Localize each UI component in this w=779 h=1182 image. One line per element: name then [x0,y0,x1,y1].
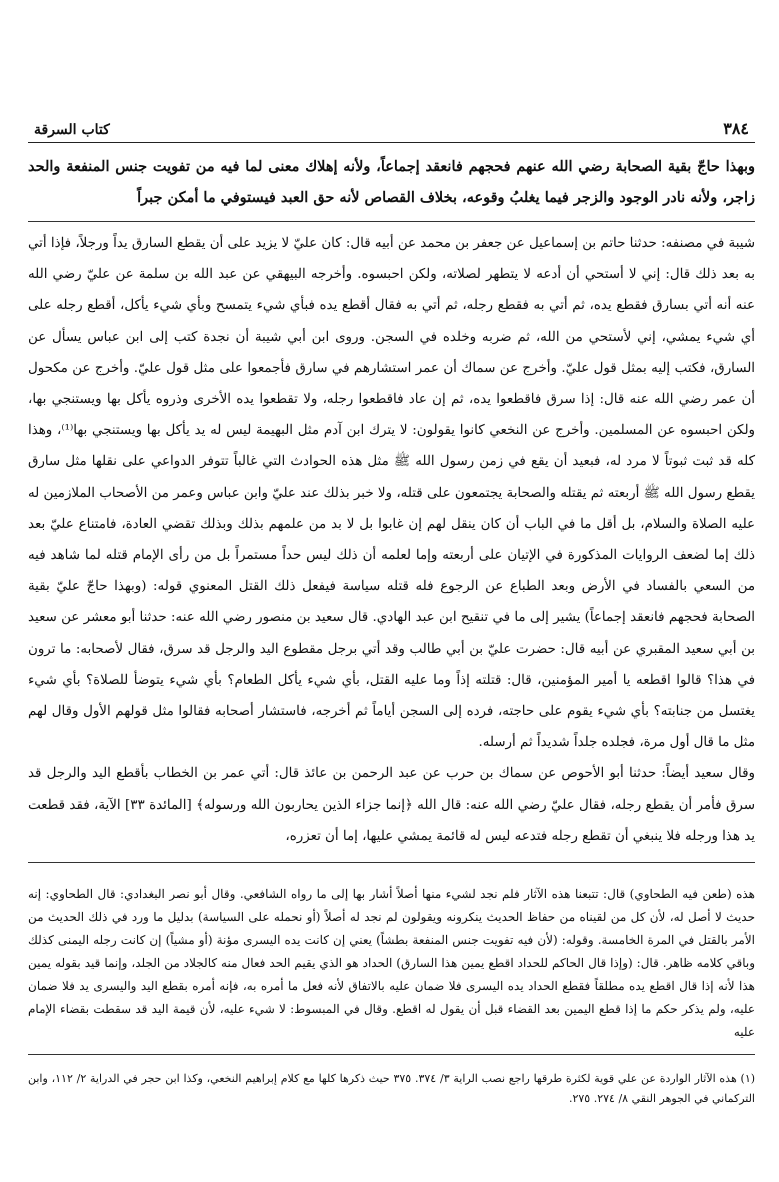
footnote-divider [28,1054,755,1055]
gloss-divider [28,862,755,863]
main-text [28,151,755,213]
main-paragraph: وبهذا حاجّ بقية الصحابة رضي الله عنهم فحجهم فانعقد إجماعاً، ولأنه إهلاك معنى لما فيه من تفويت جنس المنفعة والحد زاجر، ولأنه نادر الوجود والزجر فيما يغلبُ وقوعه، بخلاف القصاص لأنه حق العبد فيستوفي ما أمكن جبراً [28,158,755,206]
commentary-paragraph: وقال سعيد أيضاً: حدثنا أبو الأحوص عن سماك بن حرب عن عبد الرحمن بن عائذ قال: أتي عمر بن الخطاب بأقطع اليد والرجل قد سرق فأمر أن يقطع رجله، فقال عليّ رضي الله عنه: قال الله ﴿إنما جزاء الذين يحاربون الله ورسوله﴾ [المائدة ٣٣] الآية، فقد قطعت يد هذا ورجله فلا ينبغي أن تقطع رجله فتدعه ليس له قائمة يمشي عليها، إما أن تعزره، [28,766,756,844]
gloss-paragraph: هذه (طعن فيه الطحاوي) قال: تتبعنا هذه الآثار فلم نجد لشيء منها أصلاً أشار بها إلى ما رواه الشافعي. وقال أبو نصر البغدادي: قال الطحاوي: إنه حديث لا أصل له، لأن كل من لقيناه من حفاظ الحديث ينكرونه ويقولون لم نجد له أصلاً (أو نحمله على السياسة) بدليل ما ورد في ذلك الحديث من الأمر بالقتل في المرة الخامسة. وقوله: (لأن فيه تفويت جنس المنفعة بطشاً) يعني إن كانت يده اليسرى مؤنة (أو مشياً) إن كانت رجله اليمنى كذلك وباقي كلامه ظاهر. قال: (وإذا قال الحاكم للحداد اقطع يمين هذا السارق) الحداد هو الذي يقيم الحد فعال منه كالجلاد من الجلد، وإنما قيد بقوله يمين هذا لأنه إذا قال اقطع يده مطلقاً فقطع الحداد يده اليسرى فلا ضمان عليه بالاتفاق لأنه فعل ما أمره به، فإنه أمره بقطع اليد واليسرى يد فلا ضمان عليه، ولم يذكر حكم ما إذا قطع اليمين بعد القضاء قبل أن يقول له اقطع. وقال في المبسوط: لا شيء عليه، لأن قيمة اليد قد سقطت بقضاء الإمام عليه [28,887,755,1040]
commentary-paragraph: شيبة في مصنفه: حدثنا حاتم بن إسماعيل عن جعفر بن محمد عن أبيه قال: كان عليّ لا يزيد على أن يقطع السارق يداً ورجلاً، فإذا أتي به بعد ذلك قال: إني لا أستحي أن أدعه لا يتطهر لصلاته، ولكن احبسوه. وأخرجه البيهقي عن عبد الله بن سلمة عن عليّ رضي الله عنه أنه أتي بسارق فقطع يده، ثم أتي به فقطع رجله، ثم أتي به فقال أقطع يده فبأي شيء يتمسح وبأي شيء يأكل، أقطع رجله على أي شيء يمشي، إني لأستحي من الله، ثم ضربه وخلده في السجن. وروى ابن أبي شيبة أن نجدة كتب إلى ابن عباس يسأل عن السارق، فكتب إليه بمثل قول عليّ. وأخرج عن سماك أن عمر استشارهم في سارق فأجمعوا على مثل قول عليّ. وأخرج عن مكحول أن عمر رضي الله عنه قال: إذا سرق فاقطعوا يده، ثم إن عاد فاقطعوا رجله، ولا تقطعوا يده الأخرى وذروه يأكل بها ويستنجي بها، ولكن احبسوه عن المسلمين. وأخرج عن النخعي كانوا يقولون: لا يترك ابن آدم مثل البهيمة ليس له يد يأكل بها ويستنجي بها⁽¹⁾، وهذا كله قد ثبت ثبوتاً لا مرد له، فبعيد أن يقع في زمن رسول الله ﷺ مثل هذه الحوادث التي غالباً تتوفر الدواعي على نقلها مثل سارق يقطع رسول الله ﷺ أربعته ثم يقتله والصحابة يجتمعون على قتله، ولا خبر بذلك عند عليّ وابن عباس وعمر من الأصحاب الملازمين له عليه الصلاة والسلام، بل أقل ما في الباب أن كان ينقل لهم إن غابوا بل لا بد من علمهم بذلك وبذلك تقضي العادة، فامتناع عليّ بعد ذلك إما لضعف الروايات المذكورة في الإتيان على أربعته وإما لعلمه أن ذلك ليس حداً مستمراً بل من رأى الإمام قتله لما شاهد فيه من السعي بالفساد في الأرض وبعد الطباع عن الرجوع فله قتله سياسة فيفعل ذلك القتل المعنوي قوله: (وبهذا حاجّ عليّ بقية الصحابة فحجهم فانعقد إجماعاً) يشير إلى ما في تنقيح ابن عبد الهادي. قال سعيد بن منصور رضي الله عنه: حدثنا أبو معشر عن سعيد بن أبي سعيد المقبري عن أبيه قال: حضرت عليّ بن أبي طالب وقد أتي برجل مقطوع اليد والرجل قد سرق، فقال لأصحابه: ما ترون في هذا؟ قالوا اقطعه يا أمير المؤمنين، قال: قتلته إذاً وما عليه القتل، بأي شيء يأكل الطعام؟ بأي شيء يتوضأ للصلاة؟ بأي شيء يغتسل من جنابته؟ بأي شيء يقوم على حاجته، فرده إلى السجن أياماً ثم أخرجه، فاستشار أصحابه فقالوا مثل قولهم الأول وقال لهم مثل ما قال أول مرة، فجلده جلداً شديداً ثم أرسله. [28,236,755,751]
footnotes [28,1069,755,1109]
book-page [28,112,755,1109]
commentary [28,228,755,852]
gloss [28,883,755,1044]
page-header [28,112,755,143]
page-number: ٣٨٤ [723,119,749,138]
footnote: (١) هذه الآثار الواردة عن علي قوية لكثرة طرقها راجع نصب الراية ٣/ ٣٧٤. ٣٧٥ حيث ذكرها كلها مع كلام إبراهيم النخعي، وكذا ابن حجر في الدراية ٢/ ١١٢، وابن التركماني في الجوهر النقي ٨/ ٢٧٤. ٢٧٥. [28,1072,756,1106]
section-divider [28,221,755,222]
running-title: كتاب السرقة [34,122,110,138]
